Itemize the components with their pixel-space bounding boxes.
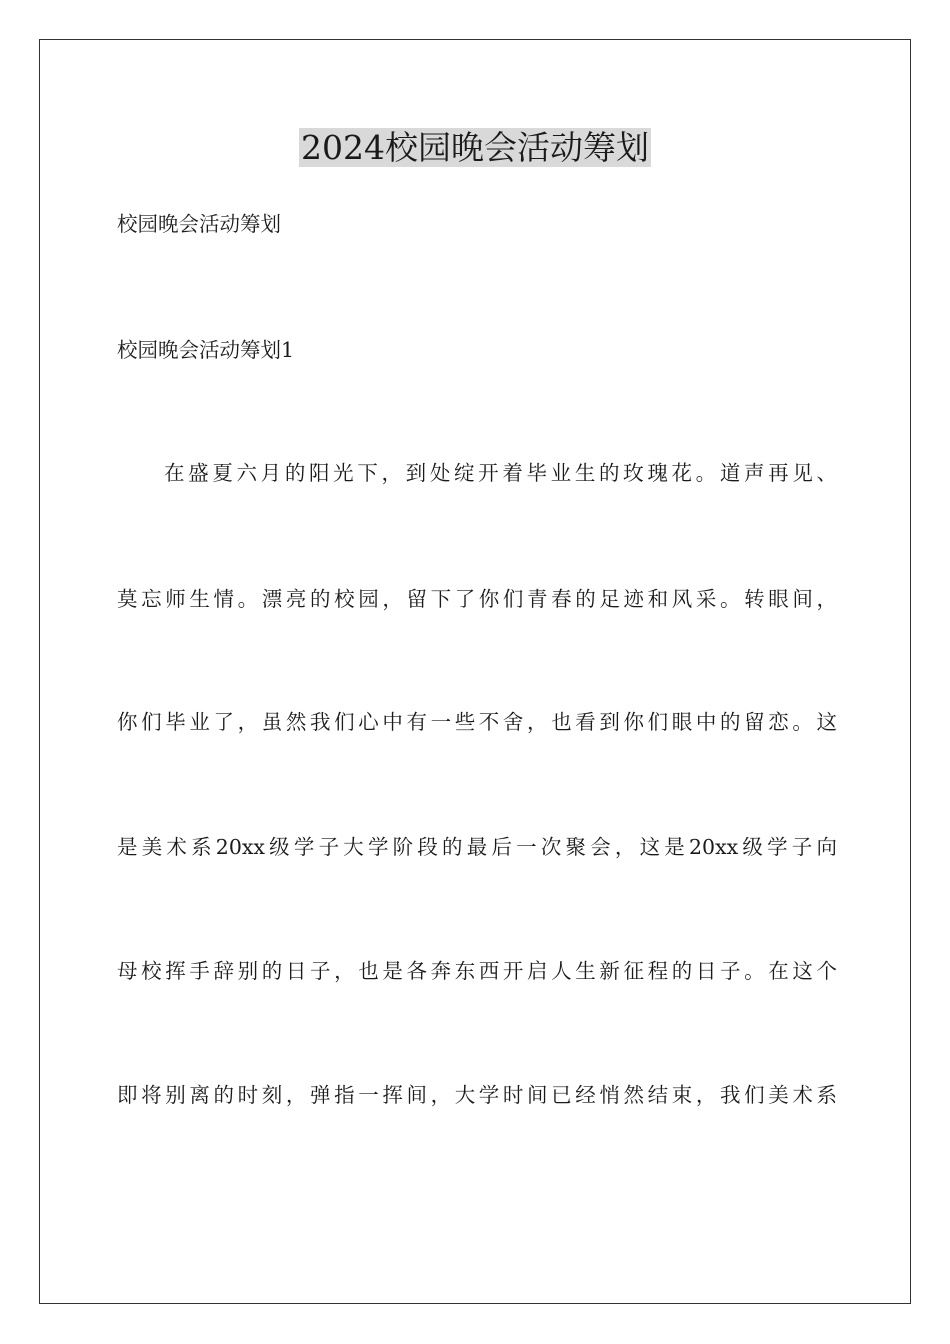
document-subtitle: 校园晚会活动筹划 [117,212,281,236]
paragraph-line: 母校挥手辞别的日子，也是各奔东西开启人生新征程的日子。在这个 [117,959,837,983]
section-heading: 校园晚会活动筹划1 [117,338,295,362]
document-title [0,128,950,168]
paragraph-line: 莫忘师生情。漂亮的校园，留下了你们青春的足迹和风采。转眼间， [117,587,837,611]
paragraph-line: 你们毕业了，虽然我们心中有一些不舍，也看到你们眼中的留恋。这 [117,710,837,734]
document-title-text: 2024校园晚会活动筹划 [301,128,649,167]
paragraph-line: 即将别离的时刻，弹指一挥间，大学时间已经悄然结束，我们美术系 [117,1083,837,1107]
paragraph-line: 在盛夏六月的阳光下，到处绽开着毕业生的玫瑰花。道声再见、 [164,461,837,485]
paragraph-line: 是美术系20xx级学子大学阶段的最后一次聚会，这是20xx级学子向 [117,835,837,859]
